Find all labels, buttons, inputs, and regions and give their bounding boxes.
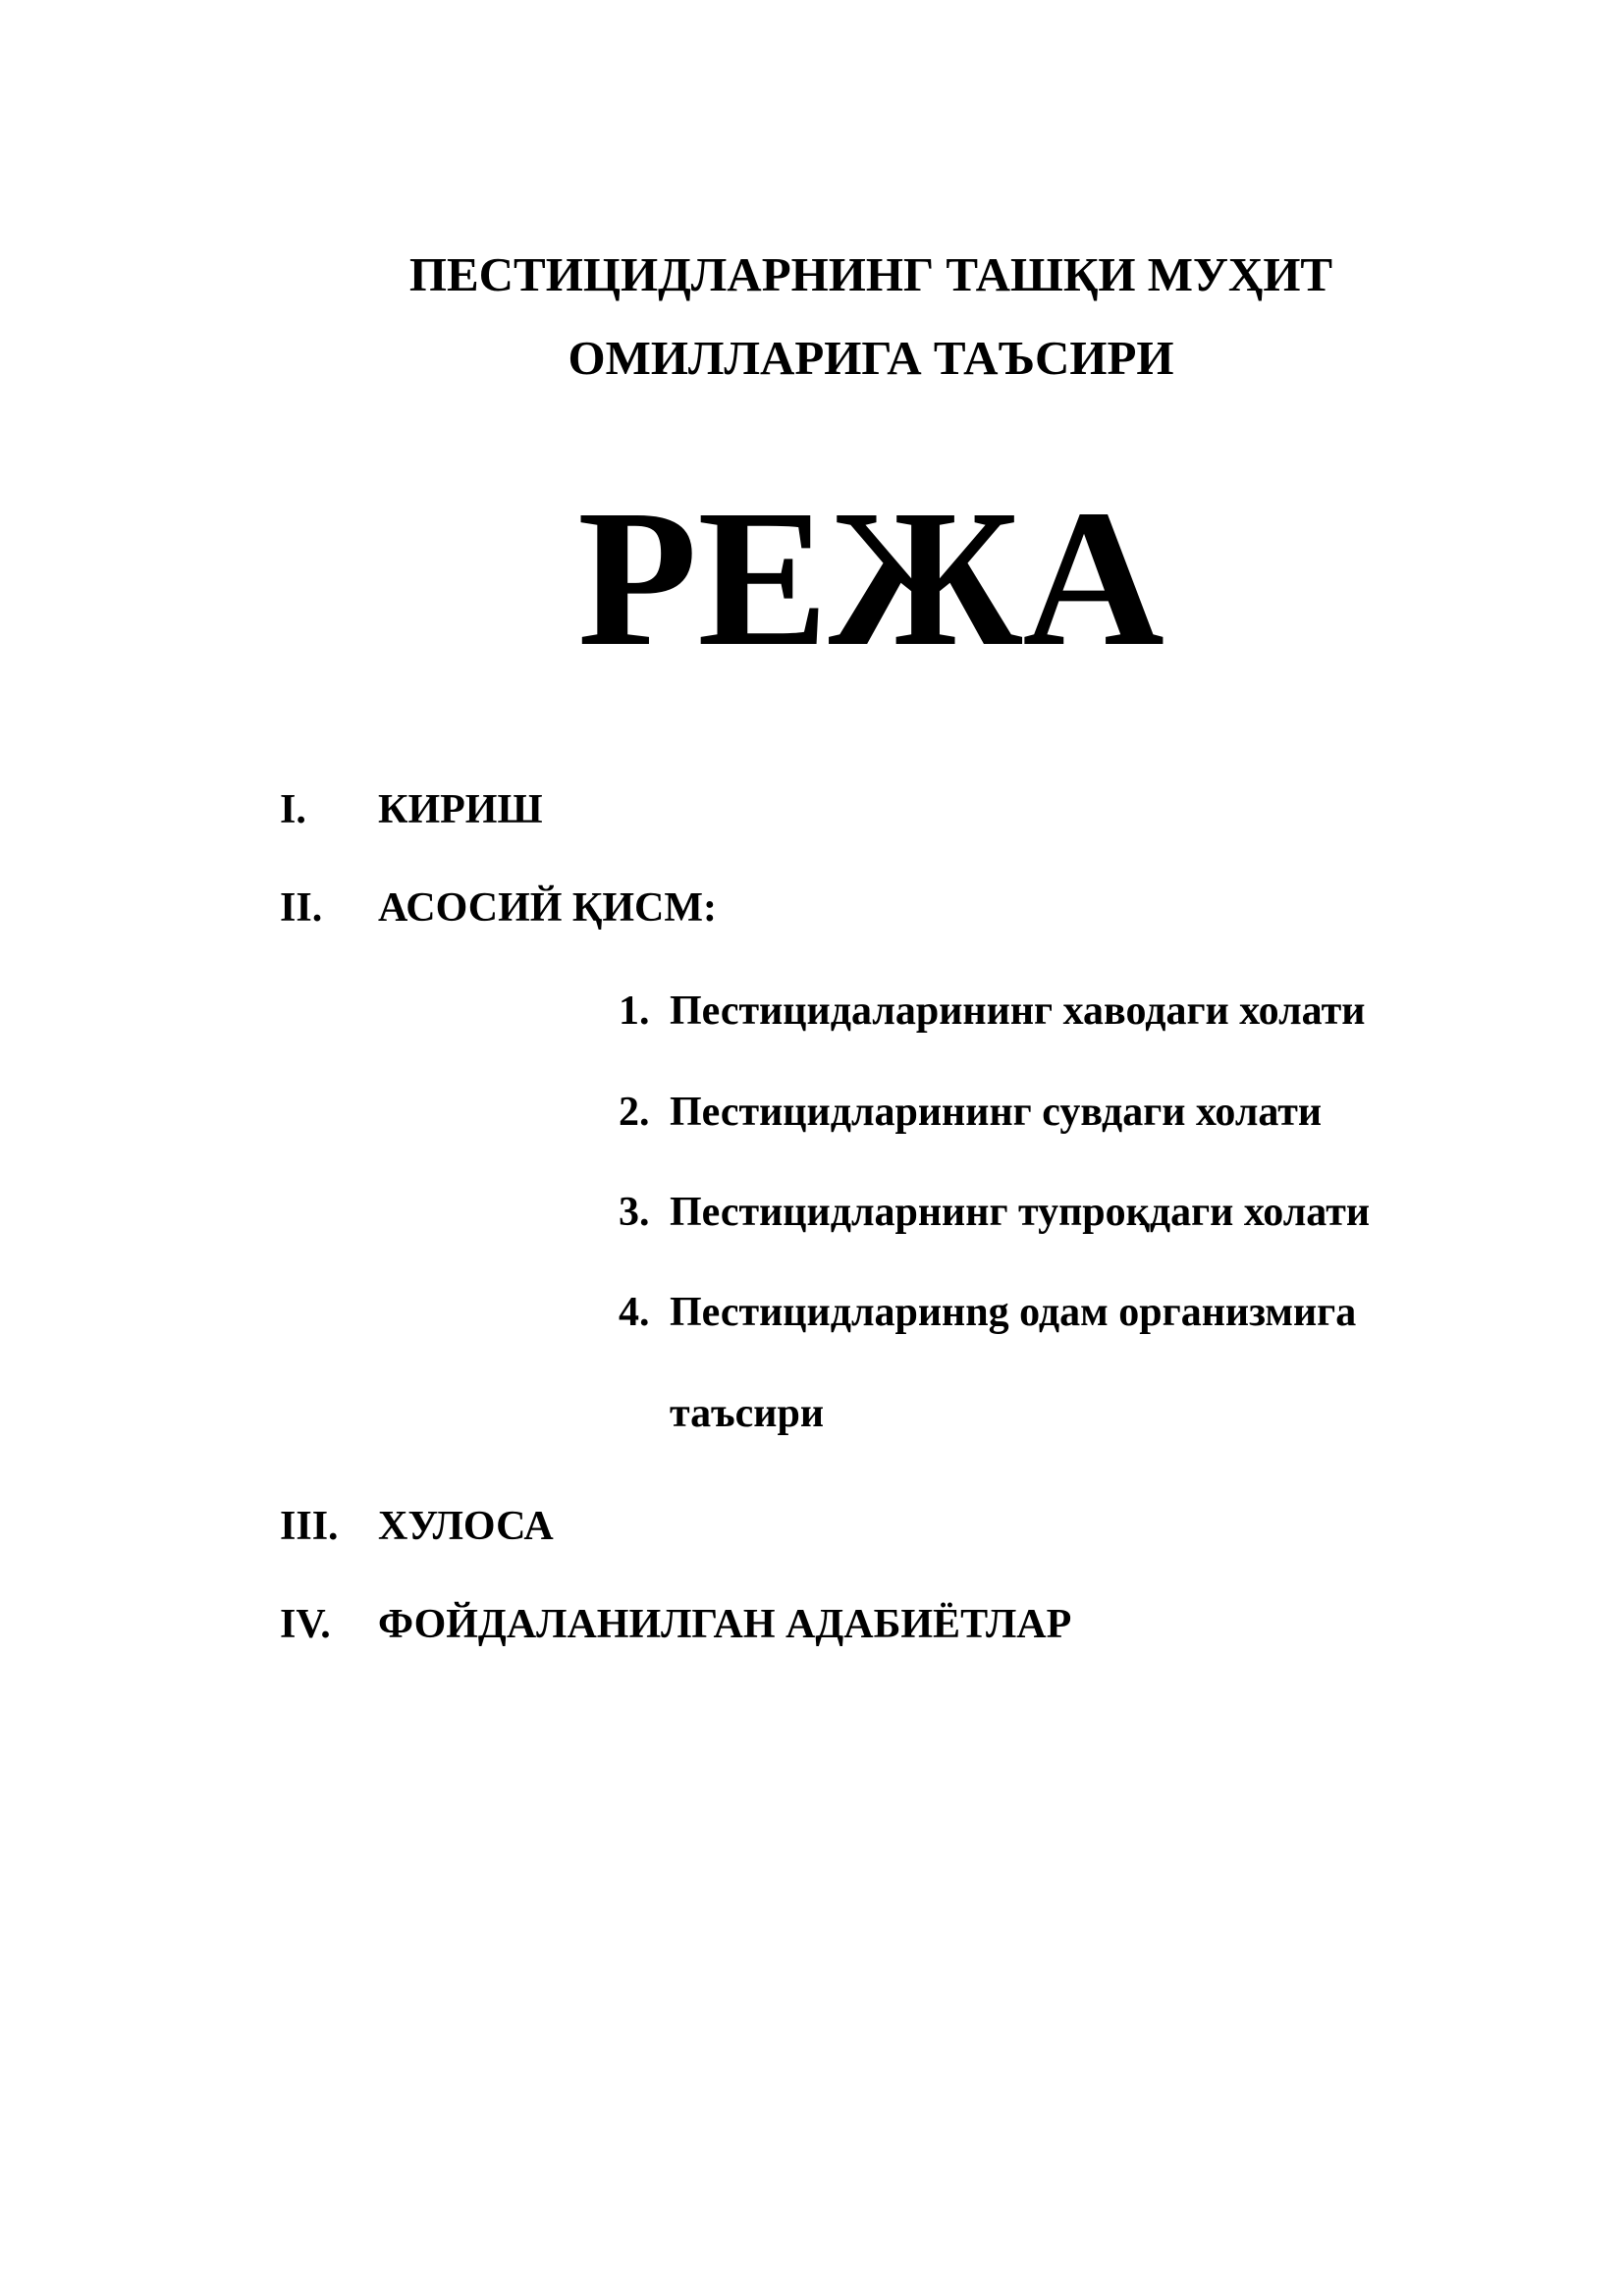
document-title-line-1: ПЕСТИЦИДЛАРНИНГ ТАШҚИ МУҲИТ [408,247,1333,301]
section-item-references [280,1595,1071,1654]
section-label: КИРИШ [378,787,543,832]
section-label: АСОСИЙ ҚИСМ: [378,885,718,931]
section-item-conclusion [280,1497,554,1556]
section-number: III. [280,1504,339,1549]
section-item-introduction [280,780,543,839]
section-item-main-part [280,879,717,937]
subsection-label: Пестицидаларининг хаводаги холати [670,988,1366,1034]
subsection-number: 2. [619,1090,650,1135]
section-label: ХУЛОСА [378,1504,554,1549]
section-label: ФОЙДАЛАНИЛГАН АДАБИЁТЛАР [378,1602,1072,1647]
subsection-label-continuation: таъсири [670,1391,825,1436]
subsection-label: Пестицидларинng одам организмига [670,1290,1357,1335]
document-title-line-2: ОМИЛЛАРИГА ТАЪСИРИ [568,331,1174,385]
subsection-item-human-body [619,1283,1356,1342]
subsection-label: Пестицидларининг сувдаги холати [670,1090,1323,1135]
subsection-number: 1. [619,988,650,1034]
subsection-item-air [619,982,1365,1041]
plan-heading: РЕЖА [577,470,1164,687]
subsection-item-water [619,1083,1322,1142]
section-number: II. [280,885,323,931]
section-number: IV. [280,1602,331,1647]
subsection-item-soil [619,1183,1370,1242]
subsection-number: 3. [619,1190,650,1235]
section-number: I. [280,787,306,832]
subsection-label: Пестицидларнинг тупроқдаги холати [670,1190,1371,1235]
subsection-number: 4. [619,1290,650,1335]
